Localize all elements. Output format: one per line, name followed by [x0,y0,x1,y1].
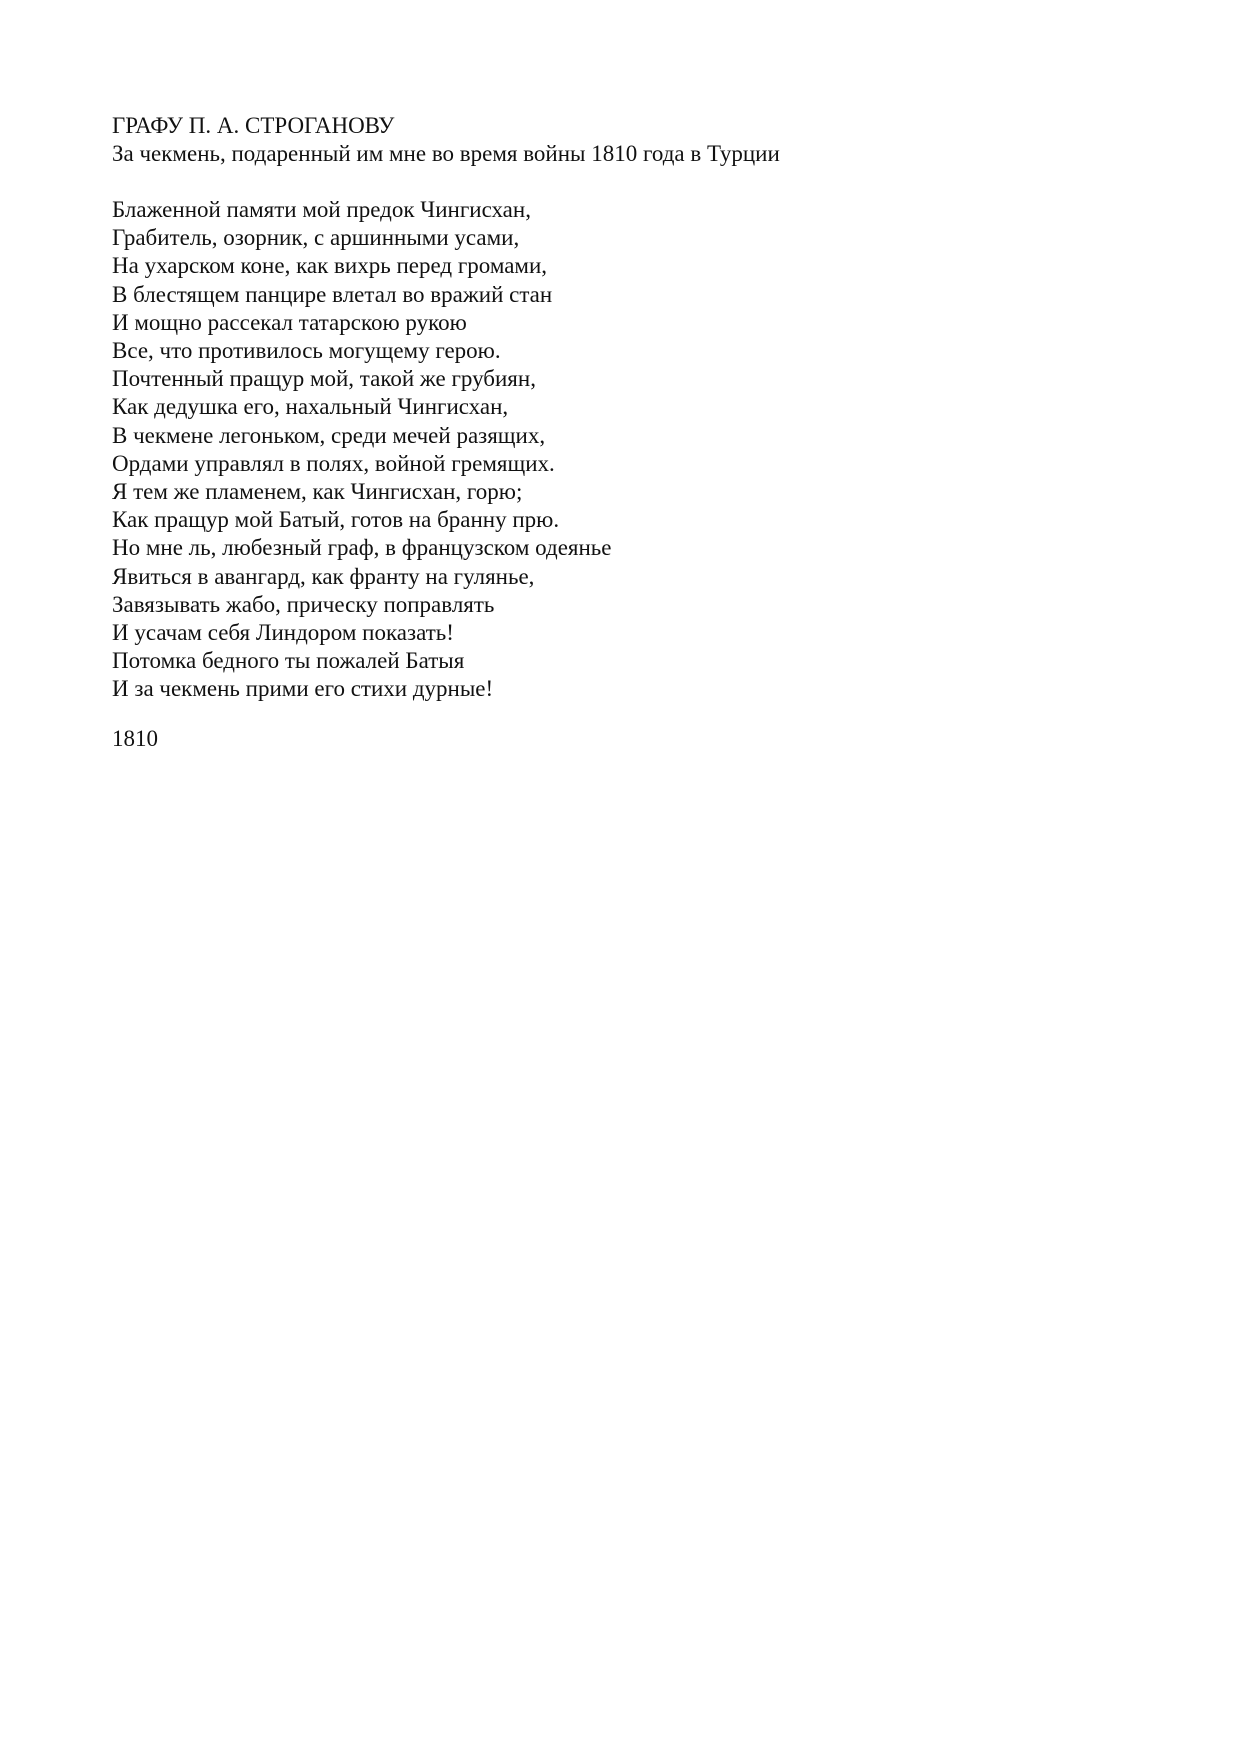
poem-line: Грабитель, озорник, с аршинными усами, [112,225,520,251]
document-page [112,112,1132,776]
poem-line: Явиться в авангард, как франту на гулянье, [112,563,535,589]
poem-line: И за чекмень прими его стихи дурные! [112,676,494,702]
poem-title: ГРАФУ П. А. СТРОГАНОВУ [112,113,395,138]
poem-line: Как пращур мой Батый, готов на бранну прю. [112,507,560,533]
poem-line: Потомка бедного ты пожалей Батыя [112,648,465,674]
poem-line: Как дедушка его, нахальный Чингисхан, [112,394,509,420]
poem-line: Но мне ль, любезный граф, в французском одеянье [112,535,612,561]
poem-year: 1810 [112,725,158,751]
poem-line: В блестящем панцире влетал во вражий стан [112,281,553,307]
poem-line: Почтенный пращур мой, такой же грубиян, [112,366,536,392]
poem-line: Я тем же пламенем, как Чингисхан, горю; [112,479,523,505]
poem-line: Блаженной памяти мой предок Чингисхан, [112,197,531,222]
poem-line: На ухарском коне, как вихрь перед громами, [112,253,548,279]
poem-dedication: За чекмень, подаренный им мне во время войны 1810 года в Турции [112,141,780,166]
poem-line: Завязывать жабо, прическу поправлять [112,591,495,617]
poem-line: В чекмене легоньком, среди мечей разящих, [112,422,546,448]
poem-body [112,196,1132,704]
poem-line: И мощно рассекал татарскою рукою [112,309,467,335]
poem-line: Ордами управлял в полях, войной гремящих. [112,450,555,476]
poem-line: И усачам себя Линдором показать! [112,620,454,646]
poem-line: Все, что противилось могущему герою. [112,338,501,364]
